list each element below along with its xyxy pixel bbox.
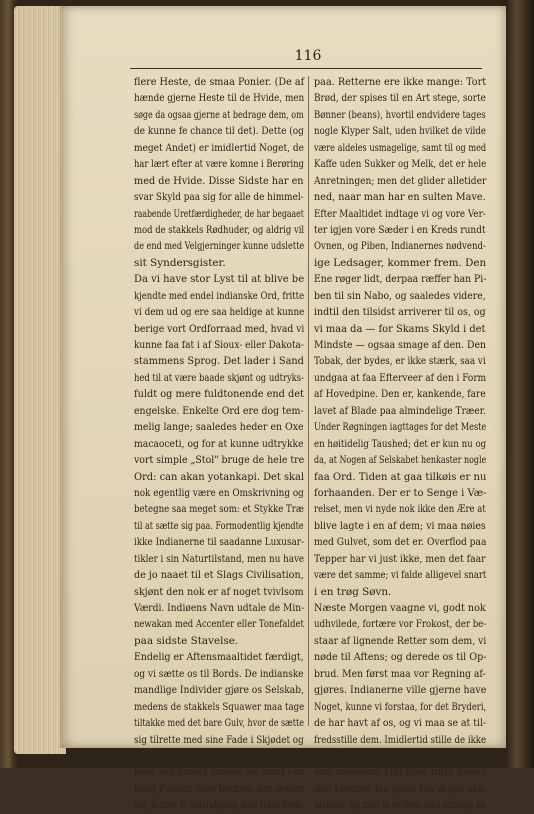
text-line: ned, naar man har en sulten Mave.	[314, 191, 486, 204]
text-line: sit Syndersgister.	[134, 256, 226, 269]
text-line: tikler i sin Naturtilstand, men nu have	[134, 552, 305, 565]
text-line: Næste Morgen vaagne vi, godt nok	[314, 602, 486, 614]
text-line: de jo naaet til et Slags Civilisation,	[134, 569, 304, 582]
text-line: raabende Uretfærdigheder, de har begaaet	[134, 207, 304, 220]
text-line: ige Ledsager, kommer frem. Den	[314, 256, 487, 269]
text-line: Bønner (beans), hvortil endvidere tages	[314, 108, 486, 121]
text-line: engelske. Enkelte Ord ere dog tem-	[134, 404, 304, 417]
text-line: mod de stakkels Rødhuder, og aldrig vil	[134, 223, 305, 236]
text-line: melig lange; saaledes heder en Oxe	[134, 421, 304, 434]
text-line: sine Fordringer for høit, og de af os,	[314, 749, 487, 762]
column-divider	[308, 76, 309, 726]
text-line: Da vi have stor Lyst til at blive be	[134, 273, 305, 286]
text-line: hed til at være baade skjønt og udtryks-	[134, 371, 304, 384]
text-line: kunne faa fat i af Sioux- eller Dakota-	[134, 339, 304, 351]
text-line: skjønt den nok er af noget tvivlsom	[134, 585, 304, 598]
text-line: Brød, der spises til en Art stege, sorte	[314, 92, 486, 105]
text-line: og vi sætte os til Bords. De indianske	[134, 667, 304, 680]
book-spine-right	[506, 0, 534, 768]
text-line: blive lagte i en af dem; vi maa nøies	[314, 519, 486, 532]
text-line: Endelig er Aftensmaaltidet færdigt,	[134, 651, 304, 664]
text-line: paa sidste Stavelse.	[134, 634, 239, 647]
text-line: vort simple „Stol" bruge de hele tre	[134, 454, 305, 467]
text-line: brud. Men først maa vor Regning af-	[314, 667, 486, 680]
text-line: som muligens Lidt eller Intet have i	[314, 766, 486, 779]
text-line: fuldt og mere fuldtonende end det	[134, 388, 304, 401]
text-line: med de Hvide. Disse Sidste har en	[134, 174, 304, 187]
text-line: Efter Maaltidet indtage vi og vore Ver-	[314, 207, 486, 220]
left-column	[134, 74, 304, 814]
text-line: til at sætte sig paa. Formodentlig kjendte	[134, 519, 304, 532]
text-line: indtil den tilsidst arriverer til os, og	[314, 306, 486, 319]
page-number: 116	[294, 48, 322, 64]
text-line: har lært efter at være komne i Berøring	[134, 158, 304, 171]
text-line: nøde til Aftens; og derede os til Op-	[314, 651, 487, 664]
text-line: Mindste — ogsaa smage af den. Den	[314, 339, 487, 351]
text-line: nogle Klyper Salt, uden hvilket de vilde	[314, 125, 486, 138]
text-line: Noget, kunne vi forstaa, for det Bryderi,	[314, 700, 487, 713]
text-line: bene ved Bordet indlade sig snart i en	[134, 766, 305, 779]
text-line: tiltakke med det bare Gulv, hvor de sætte	[134, 717, 305, 730]
text-line: gjøres. Indianerne ville gjerne have	[314, 684, 487, 697]
text-line: Tepper har vi just ikke, men det faar	[314, 552, 486, 565]
text-line: kjendte med endel indianske Ord, fritte	[134, 289, 305, 302]
text-line: udhvilede, fortære vor Frokost, der be-	[314, 618, 487, 631]
text-line: sine Lommer, faa ogsaa Lov at gaa uan-	[314, 782, 487, 795]
text-line: Tobak, der bydes, er ikke stærk, saa vi	[314, 355, 486, 368]
text-line: relset, men vi nyde nok ikke den Ære at	[314, 503, 486, 516]
text-line: medens de stakkels Squawer maa tage	[134, 700, 305, 713]
text-line: fortære sin Mad i al Stilhed. Mænd	[134, 749, 305, 762]
text-line: Ene røger lidt, derpaa ræffer han Pi-	[314, 273, 487, 286]
text-line: livlig Passiar, men hvorom den dreier	[134, 782, 304, 795]
text-line: lavet af Blade paa almindelige Træer.	[314, 404, 486, 417]
text-line: de har havt af os, og vi maa se at til-	[314, 717, 487, 730]
text-line: Værdi. Indiøens Navn udtale de Min-	[134, 602, 305, 614]
text-line: være aldeles usmagelige, samt til og med	[314, 141, 487, 154]
text-line: ikke Indianerne til saadanne Luxusar-	[134, 536, 304, 549]
text-line: paa. Retterne ere ikke mange: Tort	[314, 76, 487, 88]
text-line: flere Heste, de smaa Ponier. (De af	[134, 76, 305, 88]
text-line: med Gulvet, som det er. Overflod paa	[314, 536, 487, 549]
text-line: en høitidelig Taushed; det er kun nu og	[314, 437, 487, 450]
text-line: vi maa da — for Skams Skyld i det	[314, 322, 486, 335]
text-line: Kaffe uden Sukker og Melk, det er hele	[314, 158, 487, 171]
page-edges	[14, 6, 66, 754]
text-line: betegne saa meget som: et Stykke Træ	[134, 503, 304, 516]
text-line: undgaa at faa Efterveer af den i Form	[314, 371, 487, 384]
text-line: mandlige Individer gjøre os Selskab,	[134, 684, 305, 697]
text-line: i en trøg Søvn.	[314, 585, 392, 598]
text-line: Under Røgningen iagttages for det Meste	[314, 421, 487, 434]
text-line: faa Ord. Tiden at gaa tilkøis er nu	[314, 470, 487, 483]
text-line: tastede, og man vi er dem ikke engang en	[314, 799, 487, 812]
text-line: være det samme; vi falde alligevel snart	[314, 569, 487, 582]
text-line: stammens Sprog. Det lader i Sand	[134, 355, 304, 368]
header-rule	[130, 68, 482, 69]
text-line: de kunne fe chance til det). Dette (og	[134, 125, 304, 138]
text-line: Ord: can akan yotankapi. Det skal	[134, 470, 305, 483]
text-line: forhaanden. Der er to Senge i Væ-	[314, 486, 487, 499]
text-line: fredsstille dem. Imidlertid stille de ikke	[314, 733, 487, 746]
text-line: macaoceti, og for at kunne udtrykke	[134, 437, 304, 450]
text-line: ben til sin Nabo, og saaledes videre,	[314, 289, 486, 302]
text-line: søge da ogsaa gjerne at bedrage dem, om	[134, 108, 304, 121]
text-line: de end med Velgjerninger kunne udslette	[134, 240, 305, 253]
text-line: hænde gjerne Heste til de Hvide, men	[134, 92, 305, 105]
text-line: meget Andet) er imidlertid Noget, de	[134, 141, 304, 154]
text-line: staar af lignende Retter som dem, vi	[314, 634, 487, 647]
text-line: da, at Nogen af Selskabet henkaster nogle	[314, 454, 487, 467]
text-line: nok egentlig være en Omskrivning og	[134, 486, 304, 499]
right-column	[314, 74, 486, 814]
text-line: sig tilrette med sine Fade i Skjødet og	[134, 733, 304, 746]
text-line: berige vort Ordforraad med, hvad vi	[134, 322, 305, 335]
text-line: Ovnen, og Piben, Indianernes nødvend-	[314, 240, 486, 253]
text-line: vi dem ud og ere saa heldige at kunne	[134, 306, 305, 319]
text-line: newakan med Accenter eller Tonefaldet	[134, 618, 304, 631]
text-line: svar Skyld paa sig for alle de himmel-	[134, 191, 304, 204]
text-line: Anretningen; men det glider alletider	[314, 174, 487, 187]
text-line: sig, kunne vi selvfølgelig ikke hitte Rede	[134, 799, 304, 812]
text-line: af Hovedpine. Den er, kankende, fare	[314, 388, 486, 401]
text-line: ter igjen vore Sæder i en Kreds rundt	[314, 223, 486, 236]
